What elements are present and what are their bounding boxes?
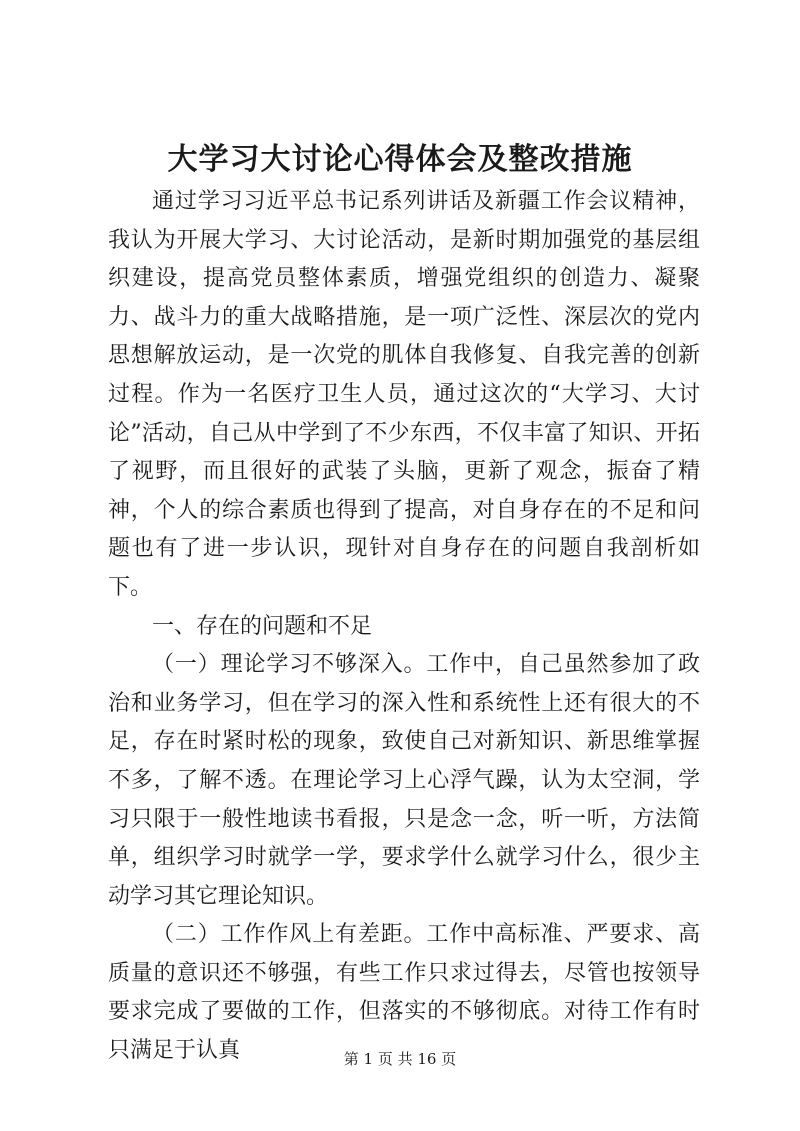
document-title: 大学习大讨论心得体会及整改措施 (167, 142, 633, 177)
page-footer: 第 1 页 共 16 页 (343, 1050, 457, 1068)
paragraph-theory-study: （一）理论学习不够深入。工作中，自己虽然参加了政治和业务学习，但在学习的深入性和系统性上还有很大的不足，存在时紧时松的现象，致使自己对新知识、新思维掌握不多，了解不透。在理论学习上心浮气躁，认为太空洞，学习只限于一般性地读书看报，只是念一念，听一听，方法简单，组织学习时就学一学，要求学什么就学习什么，很少主动学习其它理论知识。 (108, 652, 700, 909)
section-heading: 一、存在的问题和不足 (152, 613, 373, 639)
document-body (108, 183, 700, 1071)
paragraph-work-style: （二）工作作风上有差距。工作中高标准、严要求、高质量的意识还不够强，有些工作只求过得去，尽管也按领导要求完成了要做的工作，但落实的不够彻底。对待工作有时只满足于认真 (108, 922, 700, 1064)
paragraph-intro: 通过学习习近平总书记系列讲话及新疆工作会议精神，我认为开展大学习、大讨论活动，是新时期加强党的基层组织建设，提高党员整体素质，增强党组织的创造力、凝聚力、战斗力的重大战略措施，是一项广泛性、深层次的党内思想解放运动，是一次党的肌体自我修复、自我完善的创新过程。作为一名医疗卫生人员，通过这次的“大学习、大讨论”活动，自己从中学到了不少东西，不仅丰富了知识、开拓了视野，而且很好的武装了头脑，更新了观念，振奋了精神，个人的综合素质也得到了提高，对自身存在的不足和问题也有了进一步认识，现针对自身存在的问题自我剖析如下。 (108, 189, 700, 600)
